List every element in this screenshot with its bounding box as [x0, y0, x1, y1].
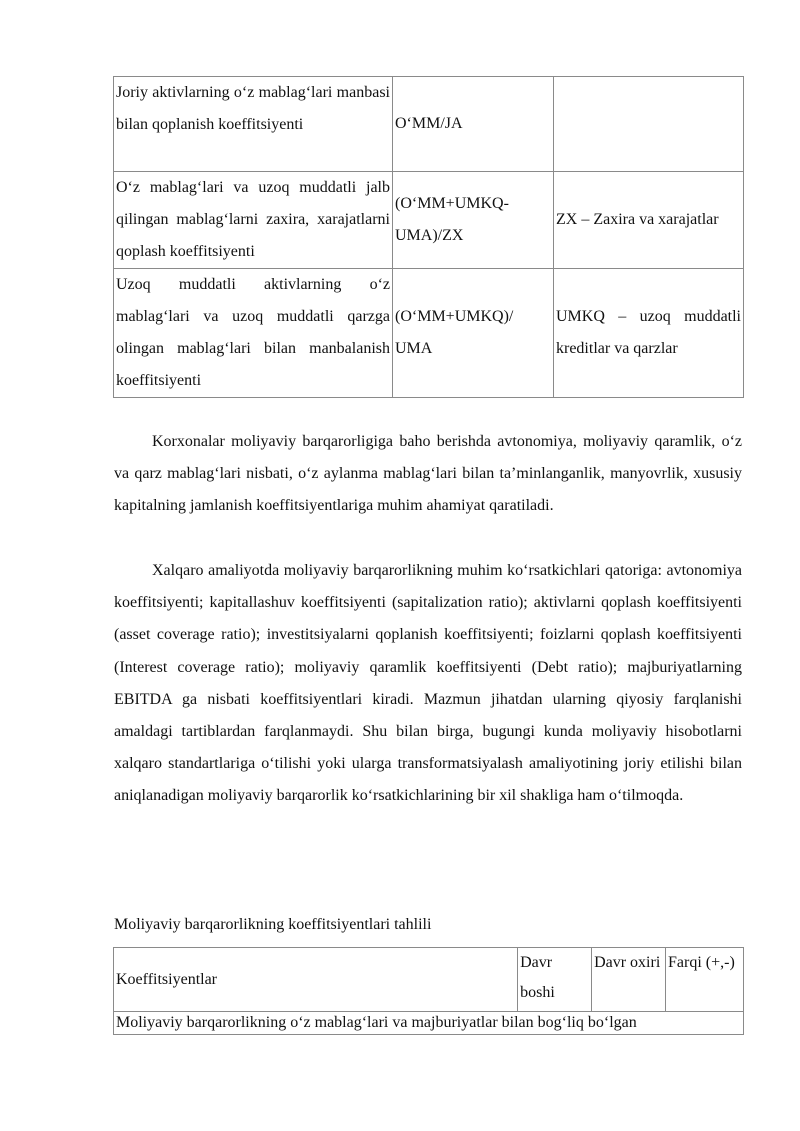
formula-cell: O‘MM/JA [393, 77, 554, 172]
paragraph-international-practice [114, 555, 742, 813]
header-difference: Farqi (+,-) [666, 948, 744, 1012]
paragraph-text: Xalqaro amaliyotda moliyaviy barqarorlikning muhim ko‘rsatkichlari qatoriga: avtonomiya koeffitsiyenti; kapitallashuv koeffitsiyenti (sapitalization ratio); aktivlarni qoplash koeffitsiyenti (asset coverage ratio); investitsiyalarni qoplanish koeffitsiyenti; foizlarni qoplash koeffitsiyenti (Interest coverage ratio); moliyaviy qaramlik koeffitsiyenti (Debt ratio); majburiyatlarning EBITDA ga nisbati koeffitsiyentlari kiradi. Mazmun jihatdan ularning qiyosiy farqlanishi amaldagi tartiblardan farqlanmaydi. Shu bilan birga, bugungi kunda moliyaviy hisobotlarni xalqaro standartlariga o‘tilishi yoki ularga transformatsiyalash amaliyotining joriy etilishi bilan aniqlanadigan moliyaviy barqarorlik ko‘rsatkichlarining bir xil shakliga ham o‘tilmoqda. [114, 562, 742, 805]
coefficient-name-cell: Uzoq muddatli aktivlarning o‘z mablag‘lari va uzoq muddatli qarzga olingan mablag‘lari bilan manbalanish koeffitsiyenti [114, 269, 393, 398]
table-caption: Moliyaviy barqarorlikning koeffitsiyentlari tahlili [114, 916, 432, 933]
note-cell: UMKQ – uzoq muddatli kreditlar va qarzlar [554, 269, 744, 398]
section-row: Moliyaviy barqarorlikning o‘z mablag‘lari va majburiyatlar bilan bog‘liq bo‘lgan [114, 1012, 744, 1035]
paragraph-evaluation [114, 426, 742, 523]
table-row [114, 172, 744, 269]
stability-analysis-table [113, 947, 744, 1035]
paragraph-text: Korxonalar moliyaviy barqarorligiga baho berishda avtonomiya, moliyaviy qaramlik, o‘z va qarz mablag‘lari nisbati, o‘z aylanma mablag‘lari bilan ta’minlanganlik, manyovrlik, xususiy kapitalning jamlanish koeffitsiyentlariga muhim ahamiyat qaratiladi. [114, 433, 742, 515]
note-cell [554, 77, 744, 172]
coefficient-name-cell: Joriy aktivlarning o‘z mablag‘lari manbasi bilan qoplanish koeffitsiyenti [114, 77, 393, 172]
table-row [114, 77, 744, 172]
header-coefficients: Koeffitsiyentlar [114, 948, 518, 1012]
formula-cell: (O‘MM+UMKQ-UMA)/ZX [393, 172, 554, 269]
header-period-end: Davr oxiri [592, 948, 666, 1012]
table-row [114, 269, 744, 398]
coefficient-name-cell: O‘z mablag‘lari va uzoq muddatli jalb qilingan mablag‘larni zaxira, xarajatlarni qoplash koeffitsiyenti [114, 172, 393, 269]
coefficients-formula-table [113, 76, 744, 398]
formula-cell: (O‘MM+UMKQ)/ UMA [393, 269, 554, 398]
note-cell: ZX – Zaxira va xarajatlar [554, 172, 744, 269]
table-header-row [114, 948, 744, 1012]
table-row [114, 1012, 744, 1035]
header-period-start: Davr boshi [518, 948, 592, 1012]
